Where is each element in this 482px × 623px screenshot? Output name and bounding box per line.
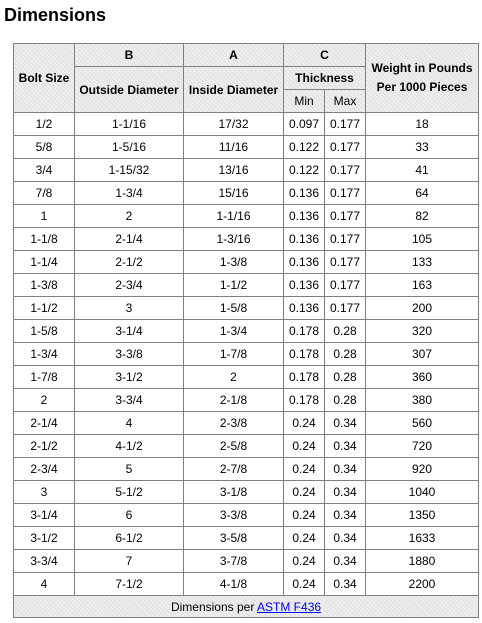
inside-diameter-cell: 1-7/8 [184,343,284,366]
outside-diameter-cell: 1-15/32 [75,159,184,182]
inside-diameter-cell: 1-1/16 [184,205,284,228]
c-column-letter: C [284,44,366,67]
outside-diameter-cell: 3-1/2 [75,366,184,389]
outside-diameter-cell: 1-1/16 [75,113,184,136]
weight-cell: 163 [366,274,479,297]
outside-diameter-header: Outside Diameter [75,67,184,113]
thickness-max-cell: 0.34 [325,573,366,596]
bolt-size-cell: 3 [14,481,75,504]
footer-cell [14,596,479,618]
outside-diameter-cell: 6 [75,504,184,527]
weight-cell: 18 [366,113,479,136]
outside-diameter-cell: 7-1/2 [75,573,184,596]
thickness-max-cell: 0.34 [325,550,366,573]
table-row [14,136,479,159]
thickness-min-cell: 0.24 [284,435,325,458]
dimensions-table [13,43,479,618]
thickness-max-cell: 0.34 [325,481,366,504]
thickness-max-cell: 0.34 [325,504,366,527]
table-row [14,182,479,205]
bolt-size-cell: 2-3/4 [14,458,75,481]
weight-cell: 320 [366,320,479,343]
bolt-size-cell: 7/8 [14,182,75,205]
bolt-size-cell: 3-1/2 [14,527,75,550]
outside-diameter-cell: 6-1/2 [75,527,184,550]
thickness-min-cell: 0.24 [284,481,325,504]
table-row [14,527,479,550]
thickness-max-cell: 0.177 [325,182,366,205]
inside-diameter-cell: 15/16 [184,182,284,205]
thickness-max-cell: 0.177 [325,136,366,159]
weight-cell: 2200 [366,573,479,596]
thickness-max-cell: 0.177 [325,274,366,297]
weight-cell: 720 [366,435,479,458]
bolt-size-cell: 1-7/8 [14,366,75,389]
outside-diameter-cell: 1-5/16 [75,136,184,159]
weight-cell: 560 [366,412,479,435]
thickness-max-cell: 0.28 [325,389,366,412]
table-row [14,412,479,435]
weight-cell: 1633 [366,527,479,550]
thickness-min-cell: 0.122 [284,136,325,159]
outside-diameter-cell: 7 [75,550,184,573]
inside-diameter-cell: 2-1/8 [184,389,284,412]
weight-cell: 82 [366,205,479,228]
table-footer [14,596,479,618]
weight-cell: 307 [366,343,479,366]
outside-diameter-cell: 2 [75,205,184,228]
outside-diameter-cell: 5 [75,458,184,481]
bolt-size-cell: 1-1/2 [14,297,75,320]
bolt-size-cell: 1/2 [14,113,75,136]
inside-diameter-cell: 11/16 [184,136,284,159]
weight-header: Weight in Pounds Per 1000 Pieces [366,44,479,113]
inside-diameter-cell: 2-5/8 [184,435,284,458]
thickness-min-cell: 0.178 [284,366,325,389]
inside-diameter-cell: 1-3/8 [184,251,284,274]
thickness-min-cell: 0.24 [284,412,325,435]
thickness-max-cell: 0.34 [325,458,366,481]
weight-cell: 1350 [366,504,479,527]
outside-diameter-cell: 3-1/4 [75,320,184,343]
thickness-min-cell: 0.136 [284,182,325,205]
thickness-max-cell: 0.177 [325,228,366,251]
bolt-size-header: Bolt Size [14,44,75,113]
weight-cell: 41 [366,159,479,182]
thickness-max-cell: 0.177 [325,159,366,182]
bolt-size-cell: 2-1/2 [14,435,75,458]
table-row [14,320,479,343]
thickness-min-cell: 0.178 [284,343,325,366]
thickness-min-cell: 0.097 [284,113,325,136]
thickness-min-header: Min [284,90,325,113]
weight-cell: 360 [366,366,479,389]
inside-diameter-cell: 2 [184,366,284,389]
thickness-max-cell: 0.28 [325,320,366,343]
bolt-size-cell: 1-3/8 [14,274,75,297]
inside-diameter-cell: 3-1/8 [184,481,284,504]
thickness-min-cell: 0.178 [284,320,325,343]
thickness-min-cell: 0.24 [284,504,325,527]
footer-prefix: Dimensions per [170,599,258,614]
table-row [14,274,479,297]
thickness-max-cell: 0.28 [325,343,366,366]
table-body [14,113,479,596]
outside-diameter-cell: 4 [75,412,184,435]
thickness-max-cell: 0.177 [325,205,366,228]
table-row [14,113,479,136]
thickness-min-cell: 0.136 [284,228,325,251]
bolt-size-cell: 1 [14,205,75,228]
table-row [14,435,479,458]
table-row [14,481,479,504]
table-row [14,251,479,274]
inside-diameter-cell: 4-1/8 [184,573,284,596]
table-row [14,504,479,527]
inside-diameter-cell: 1-5/8 [184,297,284,320]
table-row [14,205,479,228]
bolt-size-cell: 1-5/8 [14,320,75,343]
bolt-size-cell: 3/4 [14,159,75,182]
bolt-size-cell: 3-1/4 [14,504,75,527]
bolt-size-cell: 4 [14,573,75,596]
table-row [14,228,479,251]
thickness-header: Thickness [284,67,366,90]
inside-diameter-cell: 3-5/8 [184,527,284,550]
thickness-min-cell: 0.24 [284,527,325,550]
weight-cell: 920 [366,458,479,481]
table-row [14,458,479,481]
thickness-min-cell: 0.122 [284,159,325,182]
table-row [14,343,479,366]
bolt-size-cell: 5/8 [14,136,75,159]
table-row [14,573,479,596]
bolt-size-cell: 1-1/4 [14,251,75,274]
thickness-min-cell: 0.136 [284,205,325,228]
thickness-max-cell: 0.34 [325,412,366,435]
weight-cell: 1880 [366,550,479,573]
thickness-max-cell: 0.34 [325,527,366,550]
outside-diameter-cell: 3-3/8 [75,343,184,366]
inside-diameter-cell: 3-7/8 [184,550,284,573]
thickness-max-cell: 0.177 [325,251,366,274]
inside-diameter-cell: 1-3/4 [184,320,284,343]
inside-diameter-cell: 3-3/8 [184,504,284,527]
outside-diameter-cell: 2-1/4 [75,228,184,251]
page-title: Dimensions [4,5,107,25]
bolt-size-cell: 2-1/4 [14,412,75,435]
table-header [14,44,479,113]
weight-cell: 64 [366,182,479,205]
weight-cell: 105 [366,228,479,251]
weight-cell: 200 [366,297,479,320]
outside-diameter-cell: 2-1/2 [75,251,184,274]
thickness-max-cell: 0.28 [325,366,366,389]
bolt-size-cell: 1-1/8 [14,228,75,251]
outside-diameter-cell: 5-1/2 [75,481,184,504]
inside-diameter-cell: 1-3/16 [184,228,284,251]
table-row [14,297,479,320]
inside-diameter-cell: 13/16 [184,159,284,182]
outside-diameter-cell: 1-3/4 [75,182,184,205]
thickness-max-header: Max [325,90,366,113]
inside-diameter-cell: 17/32 [184,113,284,136]
thickness-max-cell: 0.177 [325,297,366,320]
weight-cell: 33 [366,136,479,159]
bolt-size-cell: 3-3/4 [14,550,75,573]
table-row [14,159,479,182]
thickness-max-cell: 0.177 [325,113,366,136]
thickness-min-cell: 0.136 [284,251,325,274]
table-row [14,389,479,412]
outside-diameter-cell: 4-1/2 [75,435,184,458]
outside-diameter-cell: 2-3/4 [75,274,184,297]
a-column-letter: A [184,44,284,67]
thickness-min-cell: 0.178 [284,389,325,412]
b-column-letter: B [75,44,184,67]
thickness-min-cell: 0.136 [284,297,325,320]
outside-diameter-cell: 3-3/4 [75,389,184,412]
weight-cell: 380 [366,389,479,412]
bolt-size-cell: 1-3/4 [14,343,75,366]
thickness-min-cell: 0.24 [284,458,325,481]
bolt-size-cell: 2 [14,389,75,412]
inside-diameter-cell: 1-1/2 [184,274,284,297]
inside-diameter-cell: 2-3/8 [184,412,284,435]
weight-cell: 133 [366,251,479,274]
thickness-min-cell: 0.24 [284,573,325,596]
thickness-min-cell: 0.136 [284,274,325,297]
inside-diameter-cell: 2-7/8 [184,458,284,481]
table-row [14,366,479,389]
inside-diameter-header: Inside Diameter [184,67,284,113]
astm-f436-link[interactable]: ASTM F436 [257,599,322,614]
outside-diameter-cell: 3 [75,297,184,320]
weight-cell: 1040 [366,481,479,504]
thickness-min-cell: 0.24 [284,550,325,573]
table-row [14,550,479,573]
thickness-max-cell: 0.34 [325,435,366,458]
